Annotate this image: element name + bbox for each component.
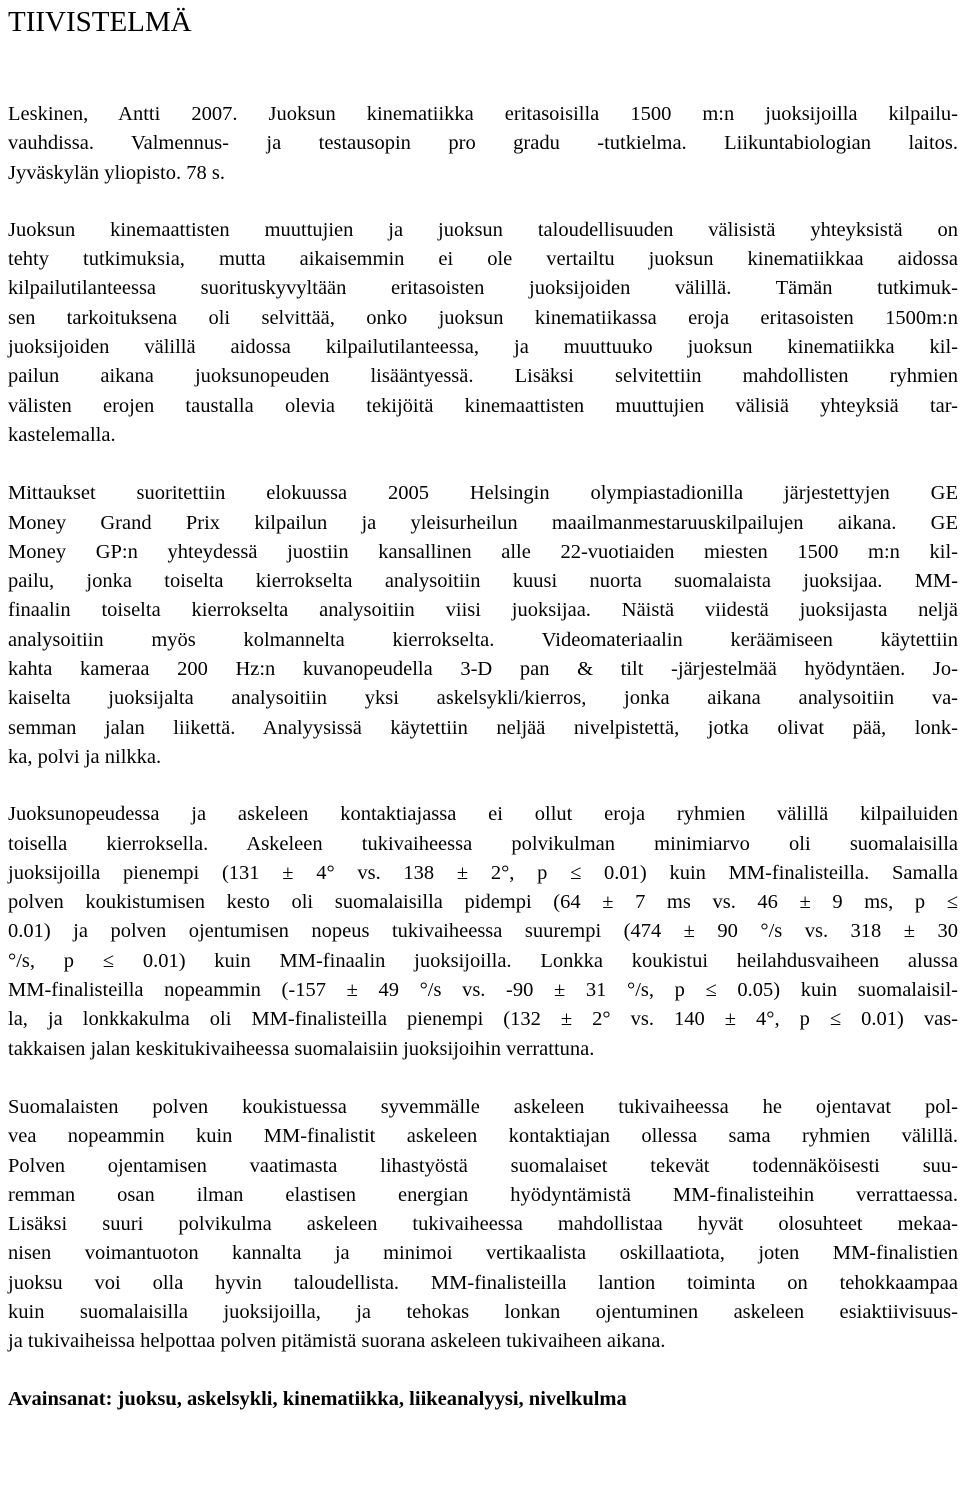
text-line: Polven ojentamisen vaatimasta lihastyöstä suomalaiset tekevät todennäköisesti suu-	[8, 1154, 958, 1177]
text-line: semman jalan liikettä. Analyysissä käytettiin neljää nivelpistettä, jotka olivat pää, lonk-	[8, 716, 958, 739]
text-line: °/s, p ≤ 0.01) kuin MM-finaalin juoksijoilla. Lonkka koukistui heilahdusvaiheen alussa	[8, 949, 958, 972]
text-line: polven koukistumisen kesto oli suomalaisilla pidempi (64 ± 7 ms vs. 46 ± 9 ms, p ≤	[8, 891, 958, 914]
text-line: Mittaukset suoritettiin elokuussa 2005 Helsingin olympiastadionilla järjestettyjen GE	[8, 482, 958, 505]
paragraph-1	[8, 216, 958, 450]
text-line: MM-finalisteilla nopeammin (-157 ± 49 °/s vs. -90 ± 31 °/s, p ≤ 0.05) kuin suomalaisil-	[8, 979, 958, 1002]
text-line: ka, polvi ja nilkka.	[8, 745, 162, 768]
paragraph-2	[8, 479, 958, 772]
text-line: Money GP:n yhteydessä juostiin kansallinen alle 22-vuotiaiden miesten 1500 m:n kil-	[8, 540, 958, 563]
paragraph-3	[8, 800, 958, 1064]
text-line: juoksu voi olla hyvin taloudellista. MM-finalisteilla lantion toiminta on tehokkaampaa	[8, 1271, 958, 1294]
text-line: kuin suomalaisilla juoksijoilla, ja tehokas lonkan ojentuminen askeleen esiaktiivisuus-	[8, 1300, 958, 1323]
text-line: Juoksunopeudessa ja askeleen kontaktiajassa ei ollut eroja ryhmien välillä kilpailuiden	[8, 803, 958, 826]
text-line: toisella kierroksella. Askeleen tukivaiheessa polvikulman minimiarvo oli suomalaisilla	[8, 832, 958, 855]
text-line: takkaisen jalan keskitukivaiheessa suomalaisiin juoksijoihin verrattuna.	[8, 1037, 595, 1060]
reference-line: vauhdissa. Valmennus- ja testausopin pro gradu -tutkielma. Liikuntabiologian laitos.	[8, 132, 958, 155]
text-line: Money Grand Prix kilpailun ja yleisurheilun maailmanmestaruuskilpailujen aikana. GE	[8, 511, 958, 534]
text-line: kaiselta juoksijalta analysoitiin yksi askelsykli/kierros, jonka aikana analysoitiin va-	[8, 687, 958, 710]
text-line: Lisäksi suuri polvikulma askeleen tukivaiheessa mahdollistaa hyvät olosuhteet mekaa-	[8, 1213, 958, 1236]
reference-line: Jyväskylän yliopisto. 78 s.	[8, 161, 225, 184]
document-page	[8, 0, 958, 1414]
text-line: kilpailutilanteessa suorituskyvyltään eritasoisten juoksijoiden välillä. Tämän tutkimuk-	[8, 277, 958, 300]
text-line: finaalin toiselta kierrokselta analysoitiin viisi juoksijaa. Näistä viidestä juoksijasta neljä	[8, 599, 958, 622]
keywords: Avainsanat: juoksu, askelsykli, kinematiikka, liikeanalyysi, nivelkulma	[8, 1387, 627, 1410]
text-line: remman osan ilman elastisen energian hyödyntämistä MM-finalisteihin verrattaessa.	[8, 1183, 958, 1206]
text-line: 0.01) ja polven ojentumisen nopeus tukivaiheessa suurempi (474 ± 90 °/s vs. 318 ± 30	[8, 920, 958, 943]
text-line: välisten erojen taustalla olevia tekijöitä kinemaattisten muuttujien välisiä yhteyksiä tar-	[8, 394, 958, 417]
text-line: kastelemalla.	[8, 423, 116, 446]
text-line: tehty tutkimuksia, mutta aikaisemmin ei ole vertailtu juoksun kinematiikkaa aidossa	[8, 248, 958, 271]
text-line: vea nopeammin kuin MM-finalistit askeleen kontaktiajan ollessa sama ryhmien välillä.	[8, 1125, 958, 1148]
text-line: analysoitiin myös kolmannelta kierrokselta. Videomateriaalin keräämiseen käytettiin	[8, 628, 958, 651]
text-line: kahta kameraa 200 Hz:n kuvanopeudella 3-D pan & tilt -järjestelmää hyödyntäen. Jo-	[8, 658, 958, 681]
reference-block	[8, 100, 958, 188]
text-line: pailun aikana juoksunopeuden lisääntyessä. Lisäksi selvitettiin mahdollisten ryhmien	[8, 365, 958, 388]
page-title: TIIVISTELMÄ	[8, 6, 192, 38]
text-line: pailu, jonka toiselta kierrokselta analysoitiin kuusi nuorta suomalaista juoksijaa. MM-	[8, 570, 958, 593]
text-line: sen tarkoituksena oli selvittää, onko juoksun kinematiikassa eroja eritasoisten 1500m:n	[8, 306, 958, 329]
text-line: nisen voimantuoton kannalta ja minimoi vertikaalista oskillaatiota, joten MM-finalistien	[8, 1242, 958, 1265]
paragraph-4	[8, 1093, 958, 1357]
text-line: Suomalaisten polven koukistuessa syvemmälle askeleen tukivaiheessa he ojentavat pol-	[8, 1095, 958, 1118]
text-line: juoksijoiden välillä aidossa kilpailutilanteessa, ja muuttuuko juoksun kinematiikka kil-	[8, 336, 958, 359]
text-line: ja tukivaiheissa helpottaa polven pitämistä suorana askeleen tukivaiheen aikana.	[8, 1330, 666, 1353]
text-line: juoksijoilla pienempi (131 ± 4° vs. 138 ± 2°, p ≤ 0.01) kuin MM-finalisteilla. Samalla	[8, 861, 958, 884]
reference-line: Leskinen, Antti 2007. Juoksun kinematiikka eritasoisilla 1500 m:n juoksijoilla kilpailu-	[8, 103, 958, 125]
text-line: Juoksun kinemaattisten muuttujien ja juoksun taloudellisuuden välisistä yhteyksistä on	[8, 218, 958, 241]
text-line: la, ja lonkkakulma oli MM-finalisteilla pienempi (132 ± 2° vs. 140 ± 4°, p ≤ 0.01) vas-	[8, 1008, 958, 1031]
